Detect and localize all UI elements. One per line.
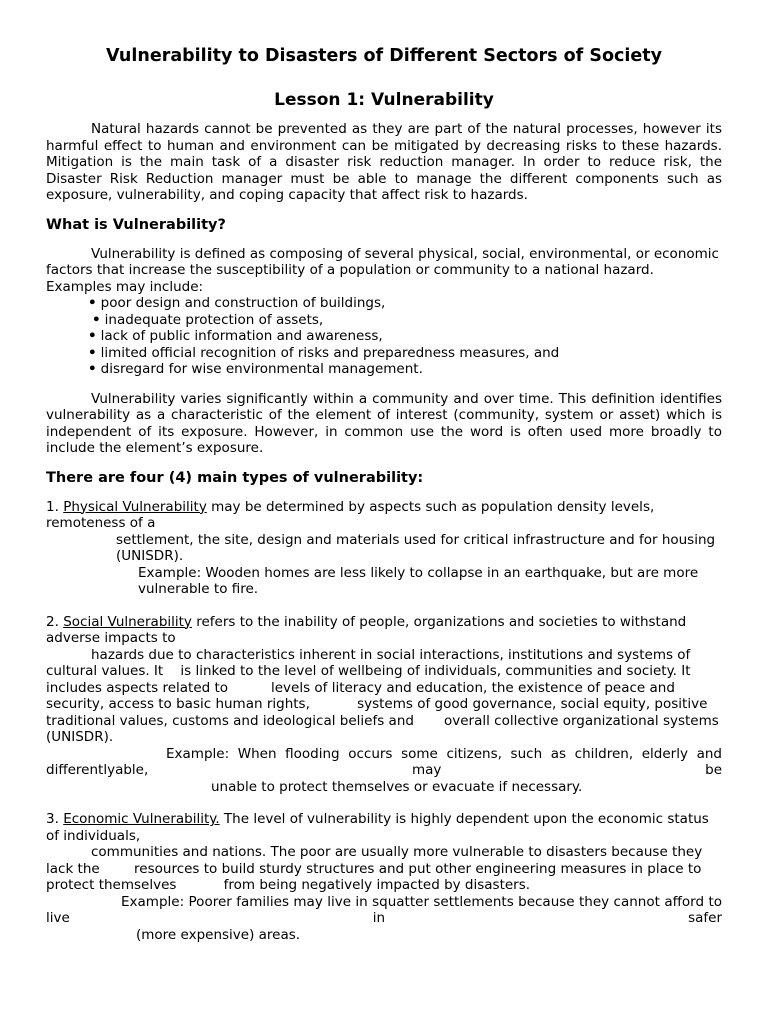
- definition-paragraph: Vulnerability is defined as composing of several physical, social, environmental, or economic factors that increase the susceptibility of a population or community to a national hazard. Examples may include:: [46, 245, 719, 295]
- social-example-a: Example: When flooding occurs some citizens, such as children, elderly and differentlyable, may be: [46, 745, 722, 778]
- list-item: • inadequate protection of assets,: [88, 312, 722, 329]
- economic-line1: The level of vulnerability is highly dependent upon the economic status of individuals,: [46, 811, 709, 844]
- item-number: 2.: [46, 613, 59, 630]
- economic-example-a: Example: Poorer families may live in squatter settlements because they cannot afford to live in safer: [46, 893, 722, 926]
- economic-vulnerability-section: [46, 811, 722, 943]
- economic-term: Economic Vulnerability.: [63, 811, 220, 827]
- social-vulnerability-section: [46, 614, 722, 796]
- what-is-vulnerability-heading: What is Vulnerability?: [46, 216, 226, 233]
- list-item: • poor design and construction of buildings,: [88, 295, 722, 312]
- list-item: • lack of public information and awareness,: [88, 328, 722, 345]
- economic-line2: communities and nations. The poor are usually more vulnerable to disasters because they lack the resources to build sturdy structures and put other engineering measures in place to protect themselves from being negatively impacted by disasters.: [46, 844, 707, 893]
- list-item: • disregard for wise environmental management.: [88, 361, 722, 378]
- item-number: 3.: [46, 811, 59, 827]
- social-term: Social Vulnerability: [63, 613, 192, 630]
- intro-paragraph: Natural hazards cannot be prevented as they are part of the natural processes, however its harmful effect to human and environment can be mitigated by decreasing risks to these hazards. Mitigation is the main task of a disaster risk reduction manager. In order to reduce risk, the Disaster Risk Reduction manager must be able to manage the different components such as exposure, vulnerability, and coping capacity that affect risk to hazards.: [46, 121, 722, 203]
- list-item: • limited official recognition of risks and preparedness measures, and: [88, 345, 722, 362]
- physical-intro: [46, 499, 722, 532]
- item-number: 1.: [46, 498, 59, 515]
- document-title: Vulnerability to Disasters of Different Sectors of Society: [105, 46, 662, 66]
- physical-term: Physical Vulnerability: [63, 498, 207, 515]
- economic-example-b: (more expensive) areas.: [136, 926, 301, 943]
- social-line2: hazards due to characteristics inherent in social interactions, institutions and systems of cultural values. It is linked to the level of wellbeing of individuals, communities and society. It includes aspects related to levels of literacy and education, the existence of peace and security, access to basic human rights, systems of good governance, social equity, positive traditional values, customs and ideological beliefs and overall collective organizational systems (UNISDR).: [46, 646, 724, 745]
- lesson-heading: Lesson 1: Vulnerability: [274, 90, 494, 110]
- social-intro: [46, 614, 722, 647]
- social-example-b: unable to protect themselves or evacuate if necessary.: [211, 778, 583, 795]
- physical-example: Example: Wooden homes are less likely to collapse in an earthquake, but are more vulnerable to fire.: [138, 564, 699, 597]
- physical-line1: may be determined by aspects such as population density levels, remoteness of a: [46, 498, 655, 531]
- types-heading: There are four (4) main types of vulnerability:: [46, 469, 424, 486]
- physical-line2: settlement, the site, design and materials used for critical infrastructure and for housing (UNISDR).: [116, 531, 716, 564]
- social-line1: refers to the inability of people, organizations and societies to withstand adverse impacts to: [46, 613, 687, 646]
- physical-vulnerability-section: [46, 499, 722, 598]
- examples-list: [46, 295, 722, 378]
- varies-paragraph: Vulnerability varies significantly within a community and over time. This definition identifies vulnerability as a characteristic of the element of interest (community, system or asset) which is independent of its exposure. However, in common use the word is often used more broadly to include the element’s exposure.: [46, 390, 722, 456]
- economic-intro: [46, 811, 722, 844]
